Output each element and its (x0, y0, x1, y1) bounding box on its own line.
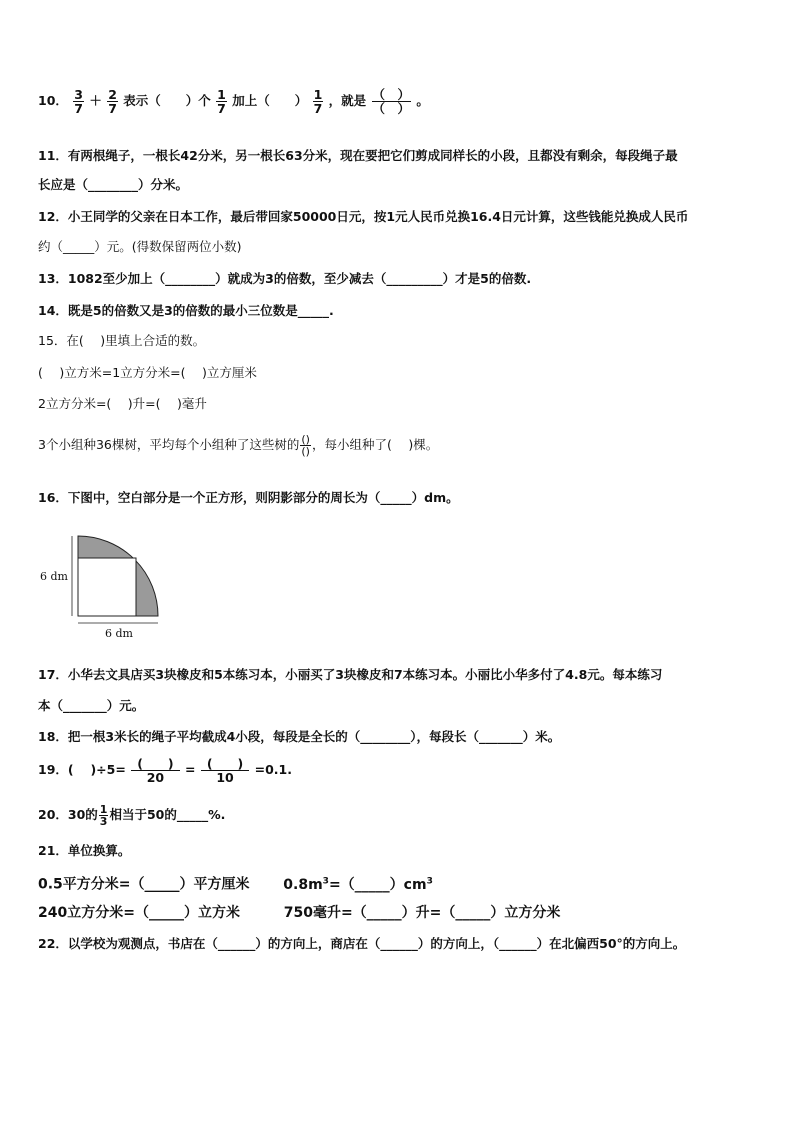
bottom-length-label: 6 dm (105, 627, 133, 640)
question-11-line-1: 11．有两根绳子，一根长42分米，另一根长63分米，现在要把它们剪成同样长的小段，且都没有剩余，每段绳子最 (38, 148, 678, 163)
question-22: 22．以学校为观测点，书店在（______）的方向上，商店在（______）的方向上，（______）在北偏西50°的方向上。 (38, 936, 686, 951)
q20-fraction: $\frac{1}{3}$ (99, 803, 108, 828)
inner-square (78, 558, 136, 616)
question-15-line-3 (38, 434, 438, 457)
question-17-line-1: 17．小华去文具店买3块橡皮和5本练习本，小丽买了3块橡皮和7本练习本。小丽比小华多付了4.8元。每本练习 (38, 667, 663, 682)
q15-line-3-text-b: ，每小组种了( )棵。 (311, 437, 439, 452)
q15-fraction[interactable]: $\frac{()}{()}$ (301, 433, 310, 458)
q21-row-1-item-b: $0.8m^3=(\_\_\_\_\_)cm^3$ (283, 876, 433, 893)
q19-equals: = (184, 762, 196, 777)
q20-text-b: 相当于50的_____%. (109, 807, 226, 822)
q10-text-1: 表示（ ）个 (123, 93, 211, 108)
question-15-line-1: ( )立方米=1立方分米=( )立方厘米 (38, 365, 257, 380)
q19-text-a: 19．( )÷5= (38, 762, 126, 777)
side-length-label: 6 dm (40, 570, 68, 583)
question-21-row-1 (38, 873, 433, 893)
q15-line-3-text-a: 3个小组种36棵树，平均每个小组种了这些树的 (38, 437, 300, 452)
question-21-title: 21．单位换算。 (38, 843, 131, 858)
question-15-title: 15．在( )里填上合适的数。 (38, 333, 206, 348)
q21-row-2-item-a: 240立方分米=（_____）立方米 (38, 905, 240, 921)
q10-text-2: 加上（ ） (232, 93, 308, 108)
question-10 (38, 88, 429, 115)
q19-text-b: =0.1. (254, 762, 292, 777)
question-14: 14．既是5的倍数又是3的倍数的最小三位数是_____. (38, 303, 334, 318)
question-19 (38, 757, 292, 784)
q21-row-1-item-a: 0.5平方分米=（_____）平方厘米 (38, 876, 250, 893)
q19-fraction-1[interactable]: $\frac{( )}{20}$ (131, 757, 179, 784)
q10-fraction-3: $\frac{1}{7}$ (217, 87, 226, 116)
q10-fraction-1: $\frac{3}{7}$ (74, 87, 83, 116)
q10-text-4: 。 (416, 93, 429, 108)
question-12-line-2: 约（_____）元。(得数保留两位小数) (38, 239, 242, 254)
question-12-line-1: 12．小王同学的父亲在日本工作，最后带回家50000日元，按1元人民币兑换16.4日元计算，这些钱能兑换成人民币 (38, 209, 689, 224)
q10-text-3: ，就是 (328, 93, 367, 108)
q10-fraction-4: $\frac{1}{7}$ (313, 87, 323, 116)
q10-answer-fraction[interactable]: $\frac{( )}{( )}$ (372, 87, 411, 116)
question-21-row-2 (38, 905, 560, 921)
q10-fraction-2: $\frac{2}{7}$ (108, 87, 117, 116)
question-15-line-2: 2立方分米=( )升=( )毫升 (38, 396, 207, 411)
question-11-line-2: 长应是（________）分米。 (38, 177, 189, 192)
q21-row-2-item-b: 750毫升=（_____）升=（_____）立方分米 (283, 905, 561, 921)
q10-number: 10． (38, 93, 68, 108)
q10-plus: ＋ (89, 93, 102, 108)
q20-text-a: 20．30的 (38, 807, 98, 822)
question-20 (38, 804, 225, 827)
quarter-circle-figure (38, 528, 178, 648)
question-17-line-2: 本（_______）元。 (38, 698, 145, 713)
question-18: 18．把一根3米长的绳子平均截成4小段，每段是全长的（________），每段长（_______）米。 (38, 729, 561, 744)
q19-fraction-2[interactable]: $\frac{( )}{10}$ (201, 757, 249, 784)
question-13: 13．1082至少加上（________）就成为3的倍数，至少减去（_________）才是5的倍数. (38, 271, 532, 286)
question-16: 16．下图中，空白部分是一个正方形，则阴影部分的周长为（_____）dm。 (38, 490, 459, 505)
